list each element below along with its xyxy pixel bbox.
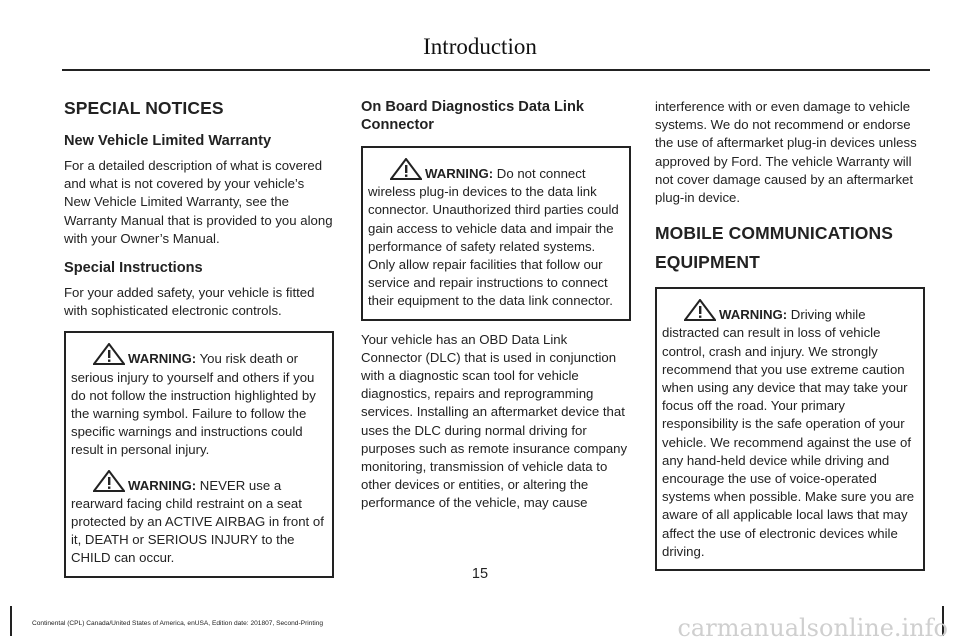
warning-box-obd: [361, 146, 631, 321]
paragraph-warranty: For a detailed description of what is covered and what is not covered by your vehicle’s New Vehicle Limited Warranty, see the Warranty Manual that is provided to you along with your Owner’s Manual.: [64, 158, 333, 246]
warning-triangle-icon: [93, 343, 125, 365]
header-rule: [62, 69, 930, 71]
subheading-special-instructions: Special Instructions: [64, 260, 203, 277]
warning-triangle-icon: [684, 299, 716, 321]
warning-box-mobile: [655, 287, 925, 571]
warning-label: WARNING:: [128, 477, 197, 493]
column-3: [655, 98, 925, 571]
warning-text: Do not connect wireless plug-in devices to the data link connector. Unauthorized third parties could gain access to vehicle data and impair the performance of safety related systems. Only allow repair facilities that follow our service and repair instructions to connect their equipment to the data link connector.: [368, 166, 619, 309]
warning-text: Driving while distracted can result in loss of vehicle control, crash and injury. We strongly recommend that you use extreme caution when using any device that may take your focus off the road. Your primary responsibility is the safe operation of your vehicle. We recommend against the use of any hand-held device while driving and encourage the use of voice-operated systems when possible. Make sure you are aware of all applicable local laws that may affect the use of electronic devices while driving.: [662, 307, 915, 559]
watermark: carmanualsonline.info: [677, 614, 948, 642]
section-heading-mobile-comms: [655, 223, 925, 273]
warning-label: WARNING:: [425, 166, 494, 181]
warning-text: You risk death or serious injury to yourself and others if you do not follow the instruction highlighted by the warning symbol. Failure to follow the specific warnings and instructions could result in personal injury.: [71, 351, 316, 458]
warning-triangle-icon: [390, 158, 422, 180]
subheading-obd-connector: On Board Diagnostics Data Link Connector: [361, 99, 584, 133]
heading-line-1: MOBILE COMMUNICATIONS: [655, 223, 894, 244]
paragraph-obd: Your vehicle has an OBD Data Link Connector (DLC) that is used in conjunction with a diagnostic scan tool for vehicle diagnostics, repairs and reprogramming services. Installing an aftermarket device that uses the DLC during normal driving for purposes such as remote insurance company monitoring, transmission of vehicle data to other devices or entities, or altering the performance of the vehicle, may cause: [361, 331, 628, 511]
crop-mark-left: [10, 606, 12, 636]
page-header-title: Introduction: [423, 34, 537, 59]
edition-footer: Continental (CPL) Canada/United States of America, enUSA, Edition date: 201807, Second-Printing: [32, 620, 324, 627]
warning-label: WARNING:: [128, 351, 197, 367]
column-2: [361, 98, 631, 513]
warning-text: NEVER use a rearward facing child restraint on a seat protected by an ACTIVE AIRBAG in front of it, DEATH or SERIOUS INJURY to the CHILD can occur.: [71, 477, 324, 566]
page-number: 15: [471, 566, 489, 582]
subheading-warranty: New Vehicle Limited Warranty: [64, 133, 272, 149]
column-1: [64, 98, 334, 578]
section-heading-special-notices: SPECIAL NOTICES: [64, 98, 224, 118]
warning-label: WARNING:: [719, 307, 788, 323]
paragraph-continued: interference with or even damage to vehicle systems. We do not recommend or endorse the use of aftermarket plug-in devices unless approved by Ford. The vehicle Warranty will not cover damage caused by an aftermarket plug-in device.: [655, 99, 917, 206]
warning-box-1: [64, 331, 334, 577]
warning-triangle-icon: [93, 470, 125, 492]
heading-line-2: EQUIPMENT: [655, 252, 760, 273]
paragraph-special-instructions: For your added safety, your vehicle is fitted with sophisticated electronic controls.: [64, 285, 315, 319]
